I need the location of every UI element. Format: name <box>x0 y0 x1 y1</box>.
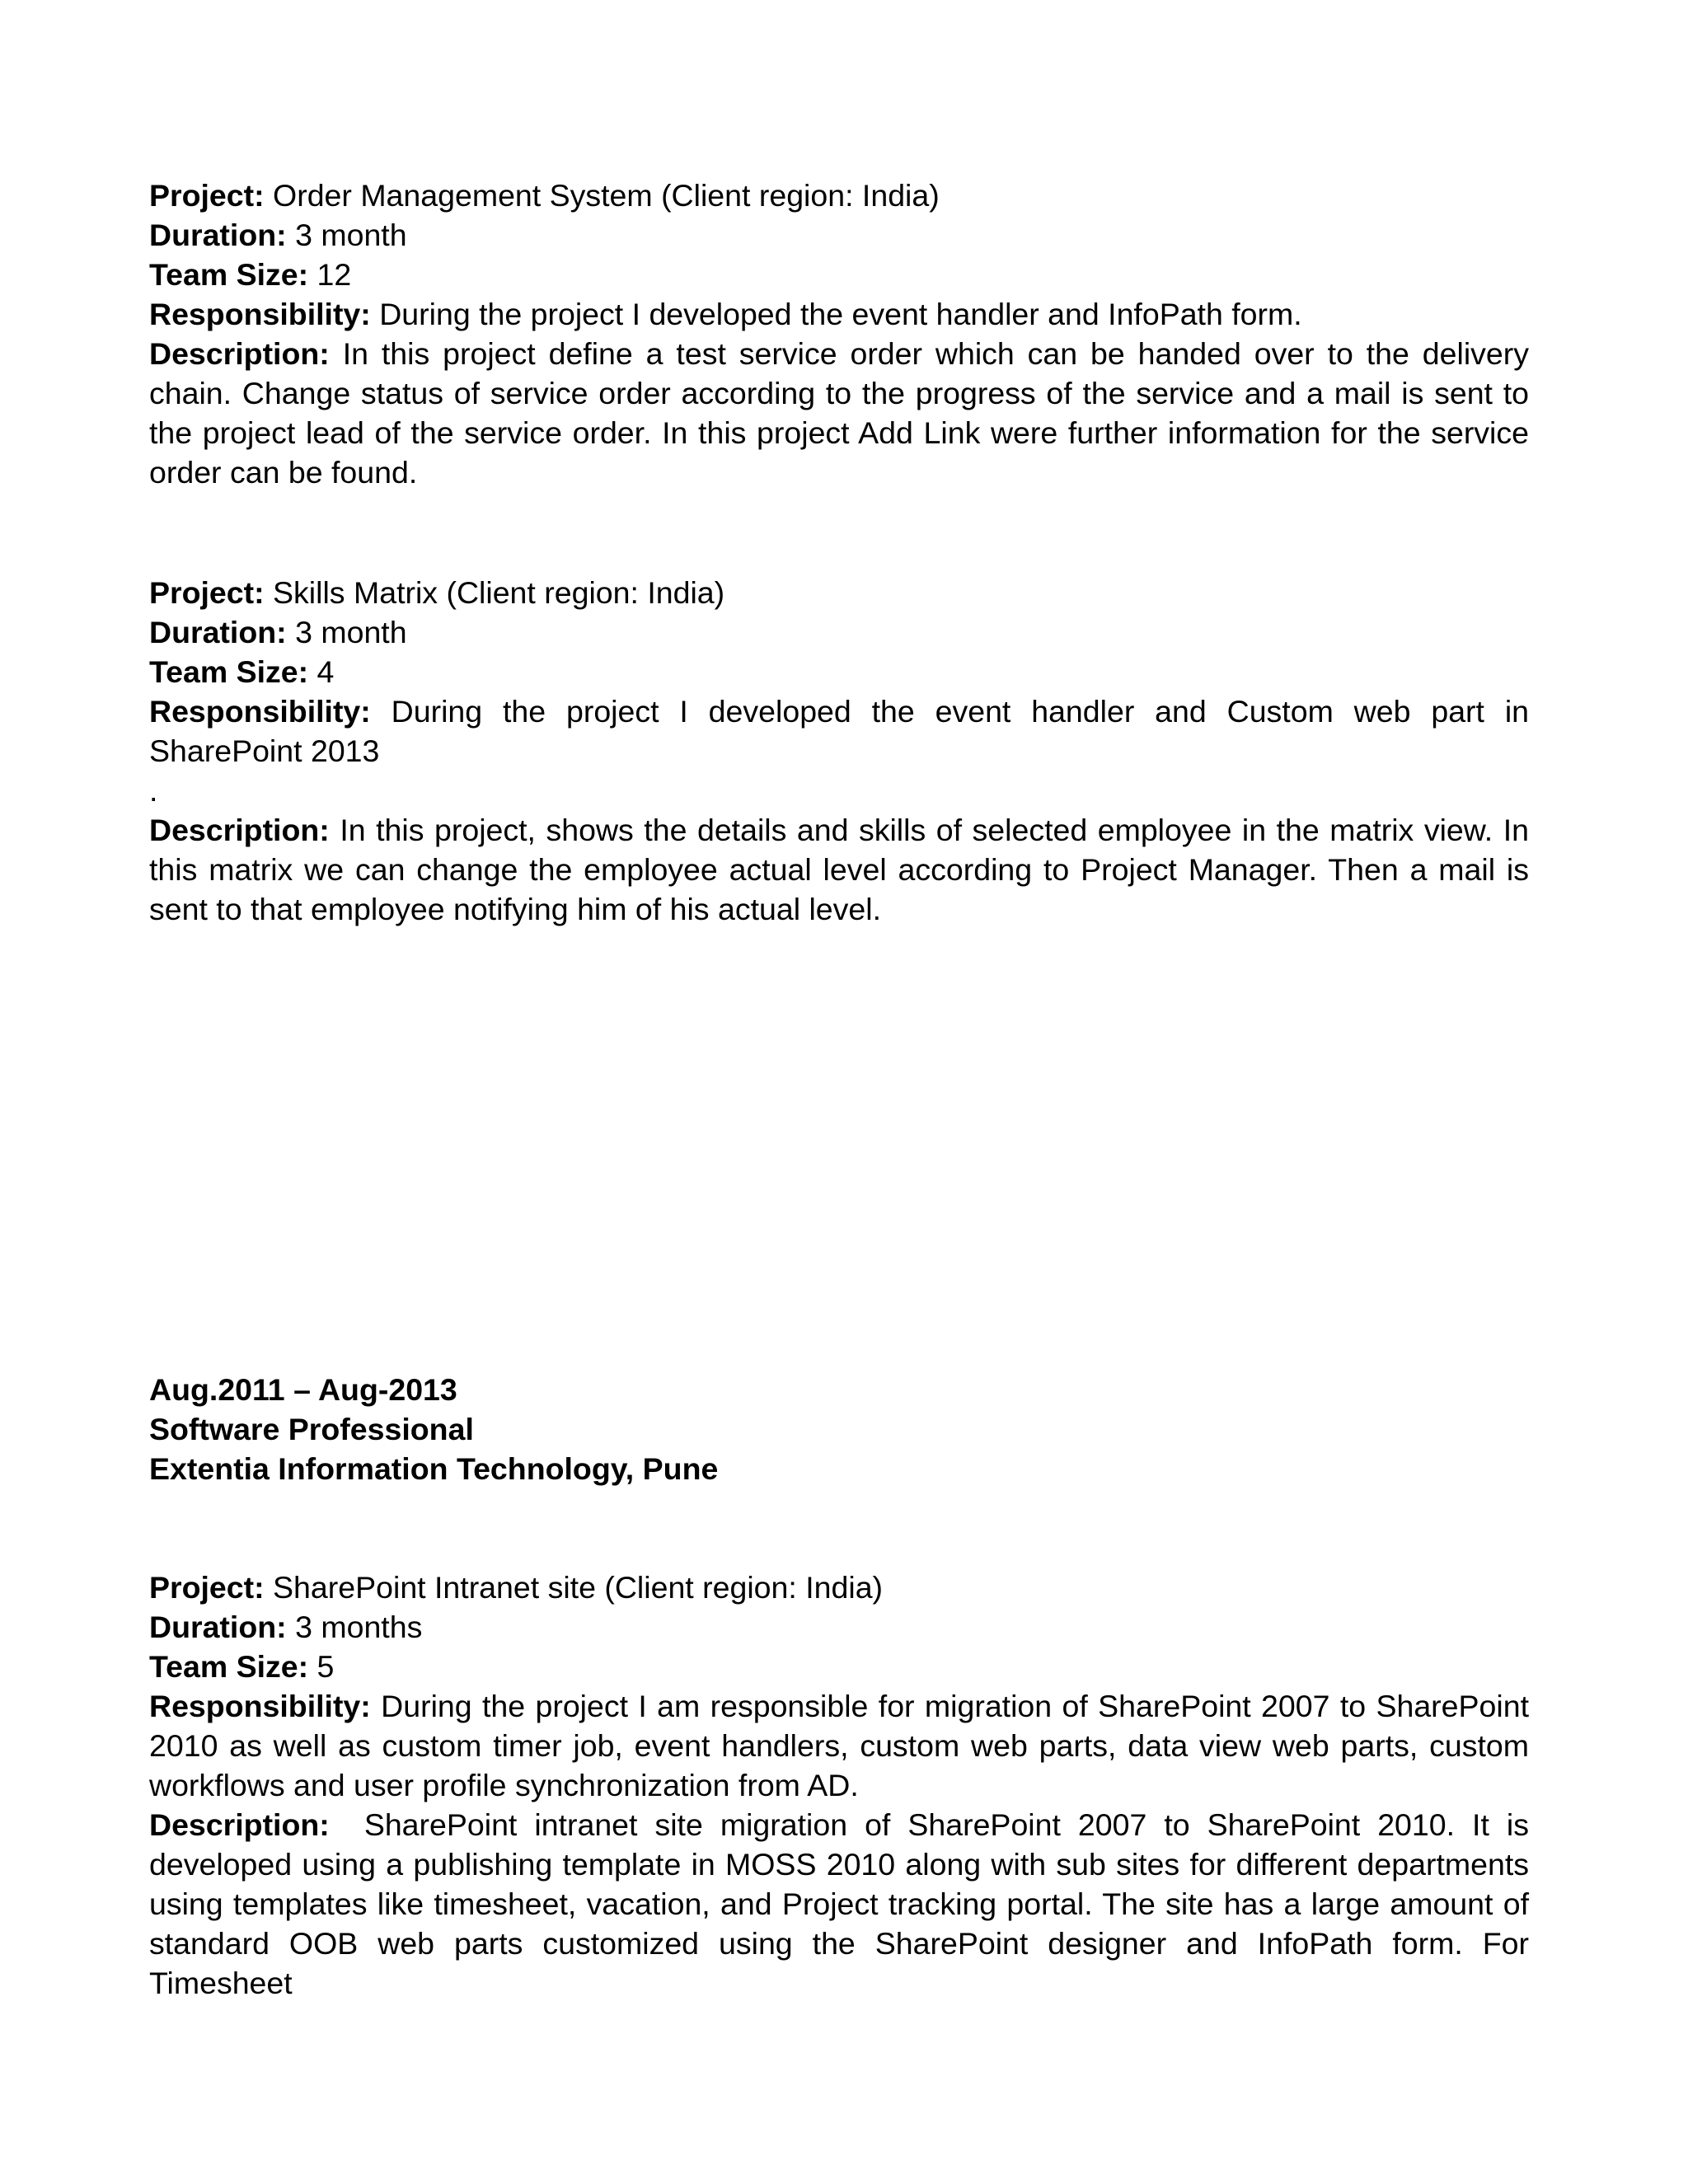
employment-period: Aug.2011 – Aug-2013 <box>149 1372 457 1407</box>
duration-label: Duration: <box>149 218 287 252</box>
duration-label: Duration: <box>149 615 287 649</box>
team-size-value: 12 <box>316 257 352 292</box>
team-size-value: 4 <box>316 654 335 689</box>
description-label: Description: <box>149 813 330 847</box>
description-paragraph <box>149 810 1529 929</box>
responsibility-label: Responsibility: <box>149 297 371 331</box>
team-size-label: Team Size: <box>149 654 309 689</box>
stray-period: . <box>149 773 158 808</box>
description-paragraph <box>149 334 1529 492</box>
responsibility-line <box>149 294 1529 334</box>
employment-role: Software Professional <box>149 1412 474 1446</box>
description-value: In this project define a test service order which can be handed over to the delivery chain. Change status of service order according to the progress of the service and a mail is sent to the project lead of the service order. In this project Add Link were further information for the service order can be found. <box>149 336 1529 490</box>
responsibility-value: During the project I developed the event handler and InfoPath form. <box>379 297 1302 331</box>
responsibility-paragraph <box>149 691 1529 771</box>
project-block-order-management <box>149 176 1529 492</box>
duration-line <box>149 612 1529 652</box>
description-value: In this project, shows the details and skills of selected employee in the matrix view. In this matrix we can change the employee actual level according to Project Manager. Then a mail is sent to that employee notifying him of his actual level. <box>149 813 1529 926</box>
responsibility-paragraph <box>149 1686 1529 1805</box>
team-size-line <box>149 1647 1529 1686</box>
project-value: Skills Matrix (Client region: India) <box>273 575 725 610</box>
duration-value: 3 month <box>295 615 407 649</box>
team-size-line <box>149 255 1529 294</box>
description-label: Description: <box>149 336 330 371</box>
description-value: SharePoint intranet site migration of SharePoint 2007 to SharePoint 2010. It is developed using a publishing template in MOSS 2010 along with sub sites for different departments using templates like timesheet, vacation, and Project tracking portal. The site has a large amount of standard OOB web parts customized using the SharePoint designer and InfoPath form. For Timesheet <box>149 1807 1529 2000</box>
project-label: Project: <box>149 575 265 610</box>
duration-label: Duration: <box>149 1610 287 1644</box>
project-label: Project: <box>149 1570 265 1605</box>
project-value: Order Management System (Client region: India) <box>273 178 940 213</box>
employment-header <box>149 1370 1529 1488</box>
project-title-line <box>149 1568 1529 1607</box>
project-title-line <box>149 176 1529 215</box>
team-size-value: 5 <box>316 1649 335 1684</box>
team-size-label: Team Size: <box>149 257 309 292</box>
employment-company: Extentia Information Technology, Pune <box>149 1451 719 1486</box>
responsibility-label: Responsibility: <box>149 1689 371 1723</box>
responsibility-value: During the project I developed the event handler and Custom web part in SharePoint 2013 <box>149 694 1530 768</box>
team-size-line <box>149 652 1529 691</box>
team-size-label: Team Size: <box>149 1649 309 1684</box>
project-label: Project: <box>149 178 265 213</box>
duration-value: 3 month <box>295 218 407 252</box>
duration-line <box>149 215 1529 255</box>
responsibility-value: During the project I am responsible for migration of SharePoint 2007 to SharePoint 2010 as well as custom timer job, event handlers, custom web parts, data view web parts, custom workflows and user profile synchronization from AD. <box>149 1689 1529 1802</box>
duration-line <box>149 1607 1529 1647</box>
responsibility-label: Responsibility: <box>149 694 371 729</box>
description-label: Description: <box>149 1807 330 1842</box>
project-title-line <box>149 573 1529 612</box>
project-block-skills-matrix <box>149 573 1529 929</box>
duration-value: 3 months <box>295 1610 423 1644</box>
project-block-sharepoint-intranet <box>149 1568 1529 2003</box>
description-paragraph <box>149 1805 1529 2003</box>
project-value: SharePoint Intranet site (Client region: India) <box>273 1570 884 1605</box>
